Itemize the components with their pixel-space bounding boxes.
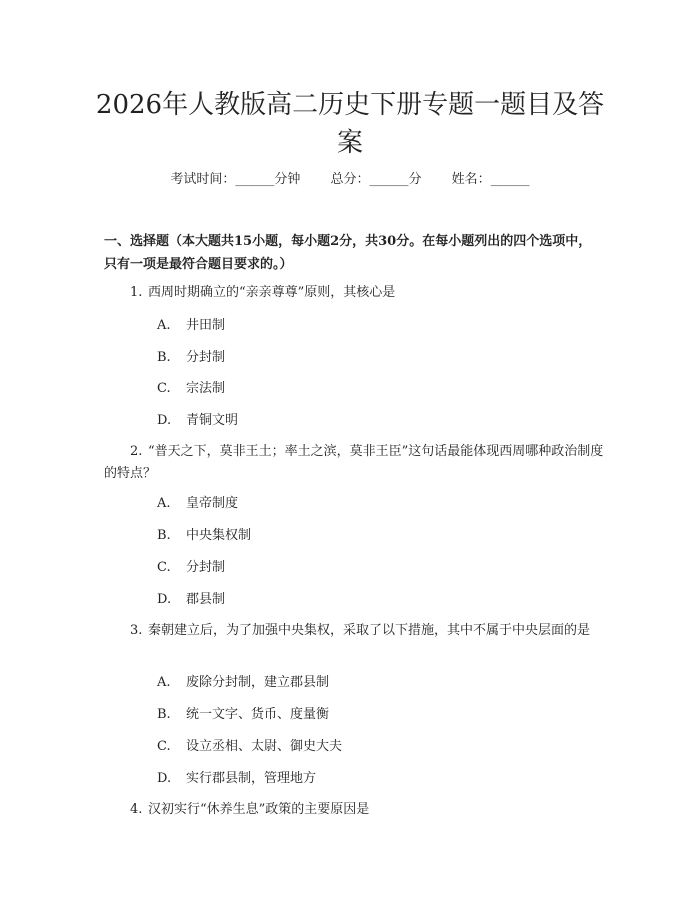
option-text: 统一文字、货币、度量衡 (186, 707, 330, 722)
option-2c (157, 558, 557, 578)
option-letter: A. (157, 318, 171, 333)
question-text: 汉初实行“休养生息”政策的主要原因是 (148, 802, 370, 817)
question-number: 3. (130, 623, 143, 638)
option-text: 井田制 (186, 318, 226, 333)
option-text: 中央集权制 (186, 528, 252, 543)
option-letter: B. (157, 528, 171, 543)
option-1c (157, 379, 557, 399)
option-3c (157, 737, 557, 757)
document-title: 2026年人教版高二历史下册专题一题目及答案 (95, 90, 605, 158)
option-text: 废除分封制，建立郡县制 (186, 675, 330, 690)
total-score: 总分：______分 (330, 172, 422, 187)
option-text: 皇帝制度 (186, 496, 239, 511)
question-number: 2. (130, 444, 143, 459)
option-letter: A. (157, 496, 171, 511)
question-text: 西周时期确立的“亲亲尊尊”原则，其核心是 (148, 285, 396, 300)
option-text: 设立丞相、太尉、御史大夫 (186, 739, 343, 754)
option-text: 宗法制 (186, 381, 226, 396)
question-4 (104, 799, 604, 821)
question-text: 秦朝建立后，为了加强中央集权，采取了以下措施，其中不属于中央层面的是 (148, 623, 591, 638)
exam-info (0, 168, 700, 187)
question-text: “普天之下，莫非王土；率土之滨，莫非王臣”这句话最能体现西周哪种政治制度的特点？ (104, 444, 604, 481)
option-letter: C. (157, 560, 171, 575)
option-letter: D. (157, 592, 172, 607)
option-2a (157, 494, 557, 514)
option-1b (157, 348, 557, 368)
option-text: 青铜文明 (186, 413, 239, 428)
option-3b (157, 705, 557, 725)
option-1a (157, 316, 557, 336)
section-heading: 一、选择题（本大题共15小题，每小题2分，共30分。在每小题列出的四个选项中，只有一项是最符合题目要求的。） (104, 234, 592, 272)
option-text: 实行郡县制，管理地方 (186, 771, 317, 786)
option-letter: B. (157, 350, 171, 365)
option-letter: C. (157, 381, 171, 396)
option-letter: C. (157, 739, 171, 754)
option-3a (157, 673, 557, 693)
question-1 (104, 282, 604, 304)
question-2 (104, 441, 604, 485)
option-1d (157, 411, 557, 431)
option-letter: B. (157, 707, 171, 722)
question-number: 1. (130, 285, 143, 300)
option-letter: D. (157, 413, 172, 428)
exam-time: 考试时间：______分钟 (170, 172, 301, 187)
question-number: 4. (130, 802, 143, 817)
option-text: 分封制 (186, 350, 226, 365)
student-name: 姓名：______ (451, 172, 530, 187)
option-3d (157, 769, 557, 789)
question-3 (104, 620, 604, 642)
option-text: 分封制 (186, 560, 226, 575)
option-letter: D. (157, 771, 172, 786)
option-letter: A. (157, 675, 171, 690)
option-text: 郡县制 (186, 592, 226, 607)
option-2b (157, 526, 557, 546)
option-2d (157, 590, 557, 610)
